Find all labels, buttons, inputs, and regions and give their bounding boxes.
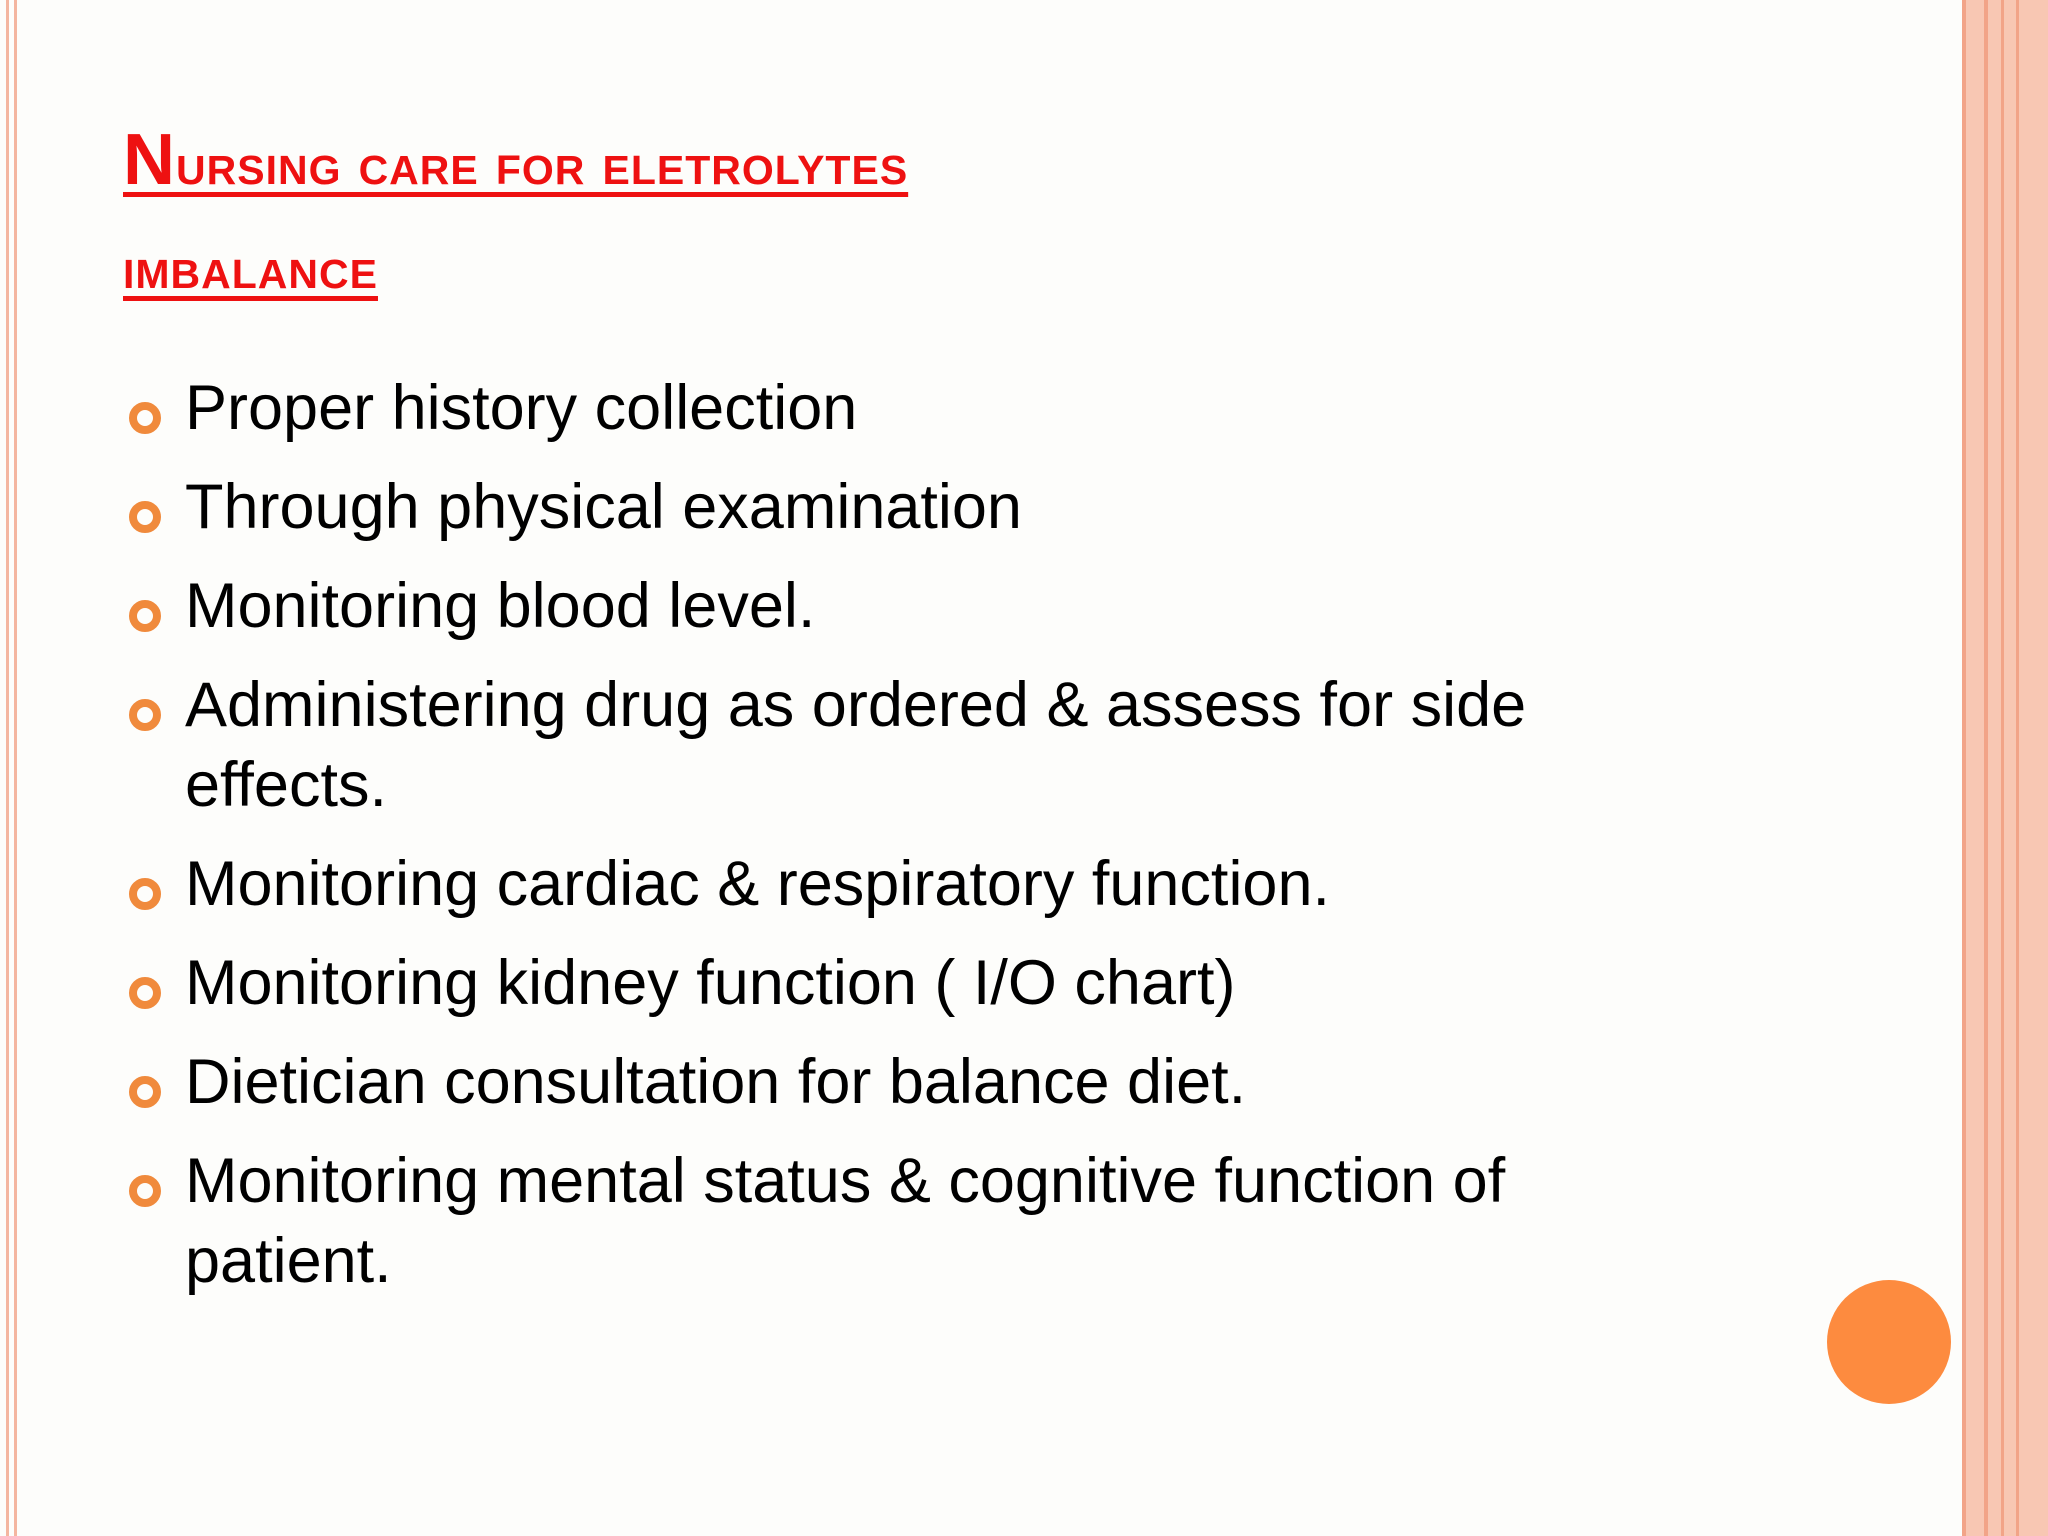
hollow-circle-icon: [129, 501, 161, 533]
bullet-item: [123, 467, 1683, 547]
hollow-circle-icon: [129, 1175, 161, 1207]
decorative-orange-circle: [1827, 1280, 1951, 1404]
bullet-list: [123, 368, 1683, 1320]
bullet-text: Through physical examination: [185, 472, 1022, 542]
hollow-circle-icon: [129, 699, 161, 731]
bullet-text: Dietician consultation for balance diet.: [185, 1047, 1247, 1117]
bullet-text: Monitoring cardiac & respiratory function.: [185, 849, 1331, 919]
bullet-text: Administering drug as ordered & assess for side effects.: [185, 670, 1527, 820]
hollow-circle-icon: [129, 878, 161, 910]
bullet-text: Monitoring blood level.: [185, 571, 816, 641]
bullet-text: Proper history collection: [185, 373, 858, 443]
right-border-line: [2016, 0, 2019, 1536]
bullet-text: Monitoring mental status & cognitive function of patient.: [185, 1146, 1506, 1296]
slide-title: [123, 108, 1623, 321]
bullet-item: [123, 943, 1683, 1023]
right-border-line: [2001, 0, 2004, 1536]
left-border-line: [14, 0, 17, 1536]
bullet-text: Monitoring kidney function ( I/O chart): [185, 948, 1236, 1018]
bullet-item: [123, 844, 1683, 924]
hollow-circle-icon: [129, 977, 161, 1009]
title-line-2: imbalance: [123, 236, 378, 301]
right-border-band: [1962, 0, 2048, 1536]
hollow-circle-icon: [129, 402, 161, 434]
hollow-circle-icon: [129, 1076, 161, 1108]
right-border-line: [1984, 0, 1988, 1536]
bullet-item: [123, 1042, 1683, 1122]
left-border-line: [6, 0, 9, 1536]
right-border-line: [1962, 0, 1966, 1536]
bullet-item: [123, 1141, 1683, 1301]
bullet-item: [123, 566, 1683, 646]
bullet-item: [123, 368, 1683, 448]
title-line-1-text: ursing care for eletrolytes: [176, 132, 909, 197]
hollow-circle-icon: [129, 600, 161, 632]
title-line-1: [123, 108, 1623, 217]
title-first-letter: N: [123, 120, 176, 200]
bullet-item: [123, 665, 1683, 825]
